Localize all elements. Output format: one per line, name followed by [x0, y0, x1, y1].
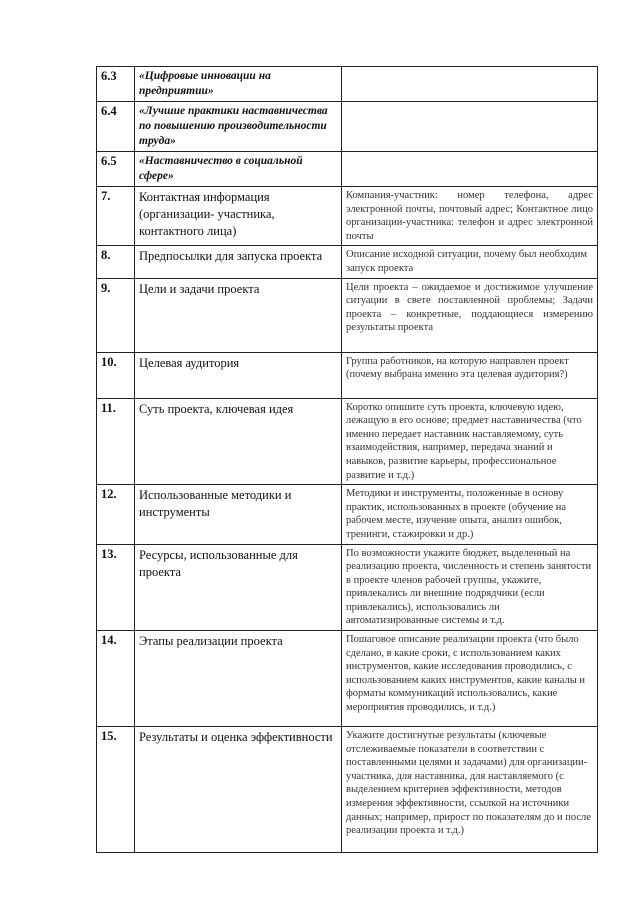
row-title: Этапы реализации проекта — [135, 631, 342, 727]
row-title: «Наставничество в социальной сфере» — [135, 152, 342, 187]
table-row — [97, 485, 598, 544]
row-description: Группа работников, на которую направлен проект (почему выбрана именно эта целевая аудитория?) — [342, 352, 598, 398]
table-row — [97, 727, 598, 853]
table-row — [97, 352, 598, 398]
table-row — [97, 246, 598, 278]
row-description: Компания-участник: номер телефона, адрес электронной почты, почтовый адрес; Контактное лицо организации-участника: телефон и адрес электронной почты — [342, 187, 598, 246]
row-number: 6.5 — [97, 152, 135, 187]
table-row — [97, 544, 598, 631]
row-number: 15. — [97, 727, 135, 853]
row-title: Ресурсы, использованные для проекта — [135, 544, 342, 631]
row-number: 8. — [97, 246, 135, 278]
row-title: «Цифровые инновации на предприятии» — [135, 67, 342, 102]
row-title: Целевая аудитория — [135, 352, 342, 398]
row-number: 6.3 — [97, 67, 135, 102]
table-row — [97, 398, 598, 485]
row-number: 14. — [97, 631, 135, 727]
table-row — [97, 67, 598, 102]
row-title: Контактная информация (организации- участника, контактного лица) — [135, 187, 342, 246]
row-number: 11. — [97, 398, 135, 485]
table-row — [97, 152, 598, 187]
row-description: По возможности укажите бюджет, выделенный на реализацию проекта, численность и степень занятости в проекте членов рабочей группы, укажите, привлекались ли внешние подрядчики (если привлекались), использовались ли автоматизированные системы и т.д. — [342, 544, 598, 631]
row-description — [342, 67, 598, 102]
table-row — [97, 631, 598, 727]
row-description: Коротко опишите суть проекта, ключевую идею, лежащую в его основе; предмет наставничества (что именно передает наставник наставляемому, суть взаимодействия, например, передача знаний и навыков, развитие карьеры, профессиональное развитие и т.д.) — [342, 398, 598, 485]
row-description: Методики и инструменты, положенные в основу практик, использованных в проекте (обучение на рабочем месте, изучение опыта, анализ ошибок, тренинги, стажировки и др.) — [342, 485, 598, 544]
row-description: Цели проекта – ожидаемое и достижимое улучшение ситуации в свете поставленной проблемы; Задачи проекта – конкретные, поддающиеся измерению результаты проекта — [342, 278, 598, 352]
row-number: 7. — [97, 187, 135, 246]
row-number: 13. — [97, 544, 135, 631]
row-number: 9. — [97, 278, 135, 352]
row-description: Описание исходной ситуации, почему был необходим запуск проекта — [342, 246, 598, 278]
table-row — [97, 102, 598, 152]
row-number: 10. — [97, 352, 135, 398]
row-title: Предпосылки для запуска проекта — [135, 246, 342, 278]
row-description — [342, 152, 598, 187]
row-title: Результаты и оценка эффективности — [135, 727, 342, 853]
row-description: Пошаговое описание реализации проекта (что было сделано, в какие сроки, с использованием каких инструментов, какие исследования проводились, с использованием каких инструментов, какие каналы и форматы коммуникаций использовались, какие мероприятия проводились, и т.д.) — [342, 631, 598, 727]
row-number: 12. — [97, 485, 135, 544]
row-description — [342, 102, 598, 152]
row-description: Укажите достигнутые результаты (ключевые отслеживаемые показатели в соответствии с поставленными целями и задачами) для организации-участника, для наставника, для наставляемого (с выделением критериев эффективности, методов измерения эффективности, ссылкой на источники данных; например, прирост по показателям до и после реализации проекта и т.д.) — [342, 727, 598, 853]
table-row — [97, 187, 598, 246]
row-title: «Лучшие практики наставничества по повышению производительности труда» — [135, 102, 342, 152]
table-row — [97, 278, 598, 352]
row-title: Цели и задачи проекта — [135, 278, 342, 352]
row-number: 6.4 — [97, 102, 135, 152]
row-title: Суть проекта, ключевая идея — [135, 398, 342, 485]
row-title: Использованные методики и инструменты — [135, 485, 342, 544]
application-form-table — [96, 66, 598, 853]
